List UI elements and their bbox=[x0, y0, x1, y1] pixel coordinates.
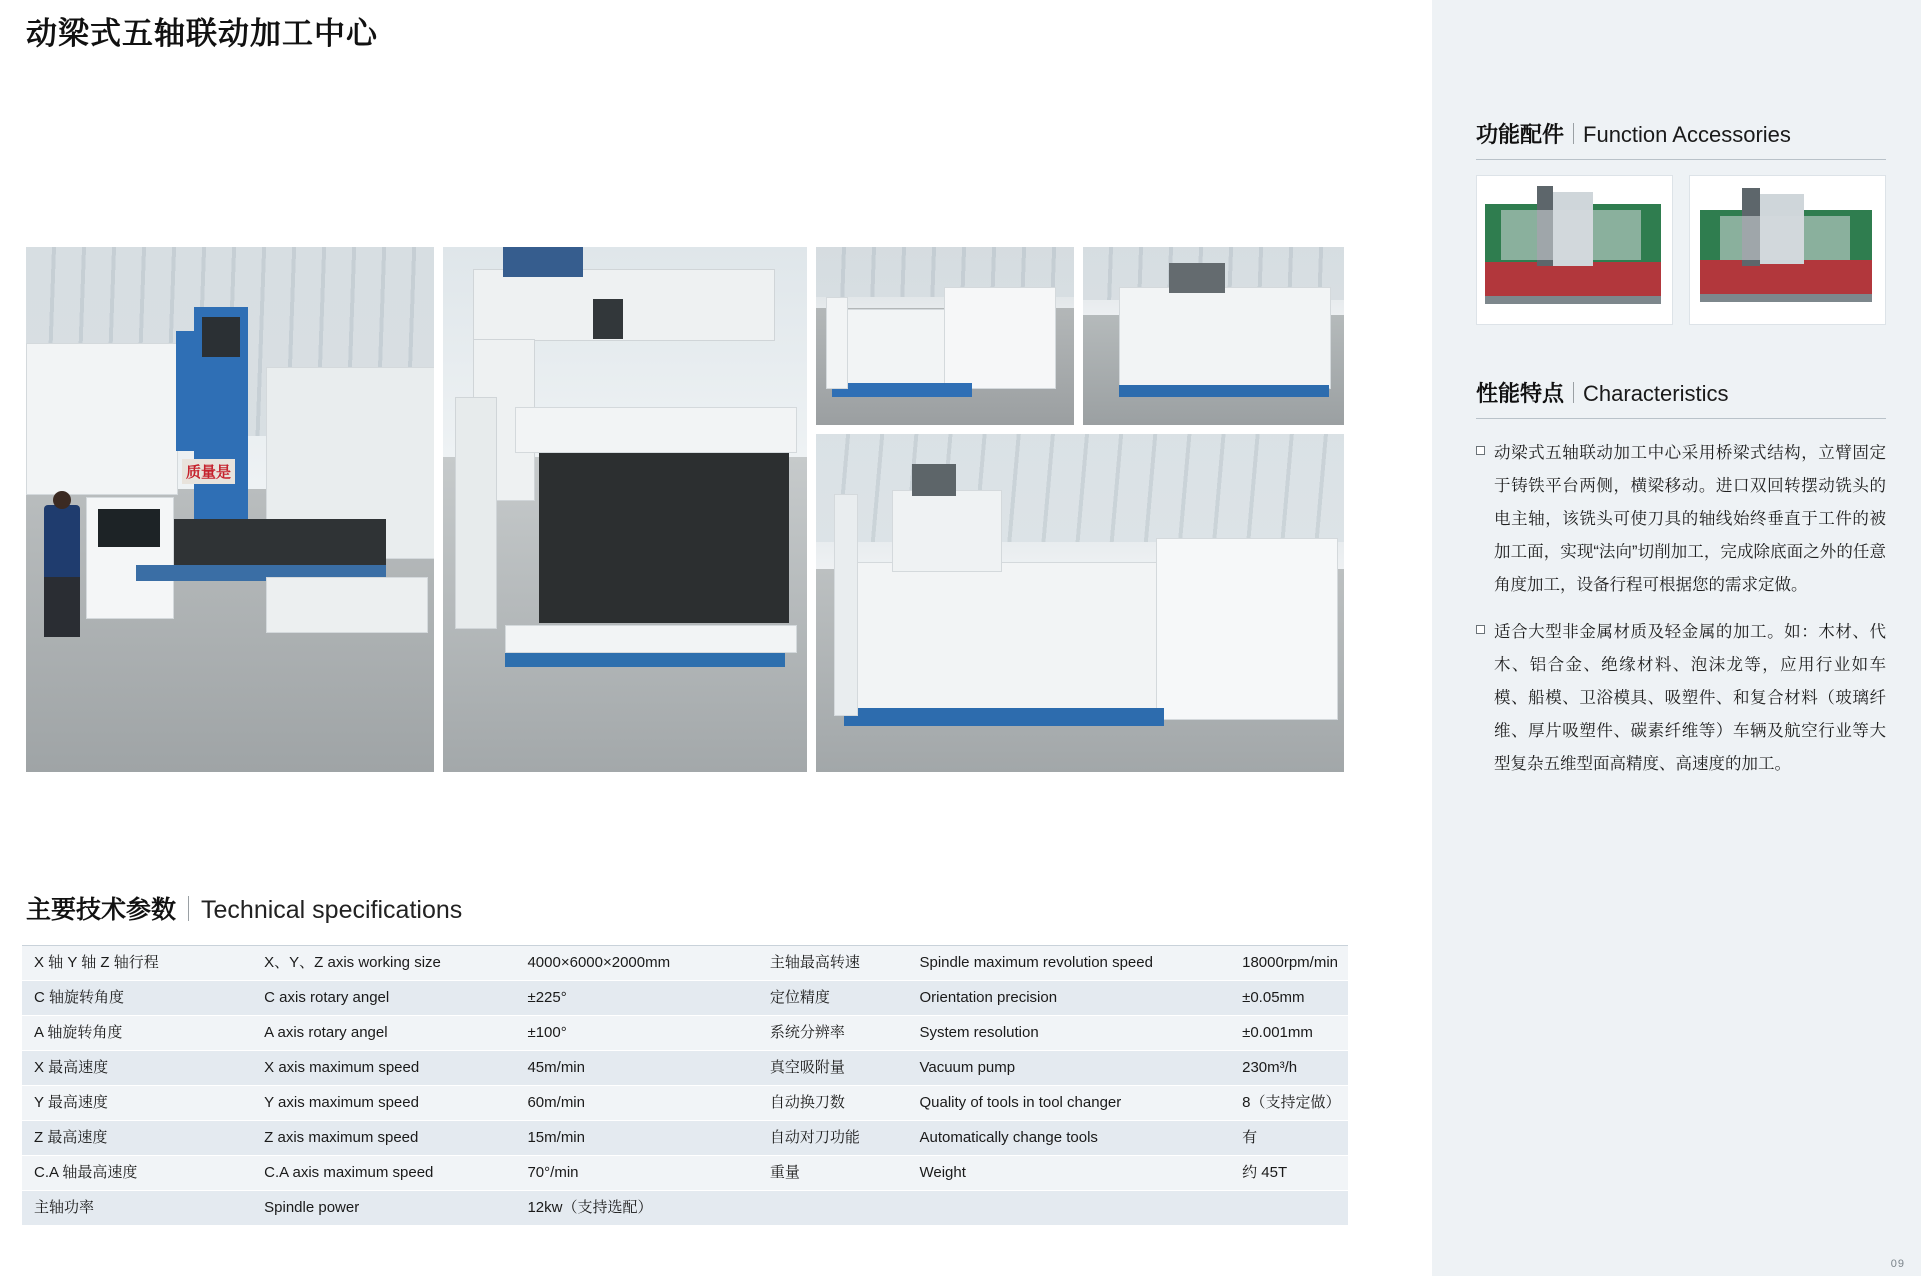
spec-value: 15m/min bbox=[527, 1129, 585, 1146]
spec-name2-en: Weight bbox=[919, 1164, 966, 1181]
spec-name2-cn: 主轴最高转速 bbox=[769, 954, 860, 971]
spec-value2: 有 bbox=[1242, 1129, 1258, 1146]
spec-name-cn: 主轴功率 bbox=[34, 1199, 95, 1216]
table-row bbox=[22, 1156, 1348, 1191]
table-row bbox=[22, 1086, 1348, 1121]
spec-name-en: Y axis maximum speed bbox=[264, 1094, 419, 1111]
table-row bbox=[22, 946, 1348, 981]
spec-name2-cn: 自动对刀功能 bbox=[769, 1129, 860, 1146]
photo-machine-frame-welded-structure bbox=[816, 247, 1074, 425]
spec-name2-en: Spindle maximum revolution speed bbox=[919, 954, 1153, 971]
spec-name2-en: System resolution bbox=[919, 1024, 1039, 1041]
page-number: 09 bbox=[1890, 1258, 1905, 1270]
spec-value2: ±0.001mm bbox=[1242, 1024, 1313, 1041]
spec-name-en: X axis maximum speed bbox=[264, 1059, 420, 1076]
spec-name-cn: X 轴 Y 轴 Z 轴行程 bbox=[34, 954, 159, 971]
spec-name-en: X、Y、Z axis working size bbox=[264, 954, 441, 971]
accessory-image-row bbox=[1476, 175, 1886, 325]
spec-name2-cn: 重量 bbox=[769, 1164, 800, 1181]
spec-name-cn: X 最高速度 bbox=[34, 1059, 109, 1076]
characteristics-heading-en: Characteristics bbox=[1583, 381, 1729, 406]
spec-value: 4000×6000×2000mm bbox=[527, 954, 671, 971]
accessory-render-machine-left bbox=[1476, 175, 1673, 325]
spec-name-cn: Z 最高速度 bbox=[34, 1129, 108, 1146]
spec-name2-cn: 自动换刀数 bbox=[769, 1094, 845, 1111]
photo-machine-gantry-and-worktable-view bbox=[443, 247, 807, 772]
technical-specifications-heading bbox=[26, 890, 462, 926]
spec-heading-en: Technical specifications bbox=[201, 896, 463, 924]
photo-five-axis-machining-center-front-view: 质量是 bbox=[26, 247, 434, 772]
characteristic-text: 动梁式五轴联动加工中心采用桥梁式结构，立臂固定于铸铁平台两侧，横梁移动。进口双回转摆动铣头的电主轴，该铣头可使刀具的轴线始终垂直于工件的被加工面，实现“法向”切削加工，完成除底面之外的任意角度加工，设备行程可根据您的需求定做。 bbox=[1494, 444, 1886, 594]
spec-value2 bbox=[1230, 1191, 1348, 1226]
list-item bbox=[1476, 437, 1886, 602]
table-row bbox=[22, 981, 1348, 1016]
spec-value2: ±0.05mm bbox=[1242, 989, 1305, 1006]
spec-name2-en: Automatically change tools bbox=[919, 1129, 1098, 1146]
spec-name-en: C axis rotary angel bbox=[264, 989, 390, 1006]
spec-value2: 8（支持定做） bbox=[1242, 1094, 1341, 1111]
spec-value2: 230m³/h bbox=[1242, 1059, 1298, 1076]
heading-divider bbox=[1573, 123, 1574, 144]
spec-name2-en: Orientation precision bbox=[919, 989, 1058, 1006]
spec-name-cn: A 轴旋转角度 bbox=[34, 1024, 123, 1041]
spec-value: ±100° bbox=[527, 1024, 567, 1041]
table-row bbox=[22, 1191, 1348, 1226]
spec-value: 60m/min bbox=[527, 1094, 585, 1111]
spec-name-cn: C.A 轴最高速度 bbox=[34, 1164, 138, 1181]
square-bullet-icon bbox=[1476, 625, 1485, 634]
heading-divider bbox=[188, 896, 189, 921]
accessories-heading-cn: 功能配件 bbox=[1476, 122, 1565, 147]
accessory-render-machine-right bbox=[1689, 175, 1886, 325]
spec-value2: 18000rpm/min bbox=[1242, 954, 1338, 971]
characteristics-heading-cn: 性能特点 bbox=[1476, 381, 1565, 406]
spec-value: ±225° bbox=[527, 989, 567, 1006]
spec-name2-cn: 真空吸附量 bbox=[769, 1059, 845, 1076]
spec-heading-cn: 主要技术参数 bbox=[26, 896, 177, 924]
spec-name2-cn bbox=[758, 1191, 908, 1226]
page-title: 动梁式五轴联动加工中心 bbox=[26, 16, 378, 51]
sidebar bbox=[1432, 0, 1921, 1276]
spec-name-cn: C 轴旋转角度 bbox=[34, 989, 125, 1006]
spec-value: 70°/min bbox=[527, 1164, 579, 1181]
section-rule bbox=[1476, 418, 1886, 419]
spec-name-cn: Y 最高速度 bbox=[34, 1094, 108, 1111]
characteristic-text: 适合大型非金属材质及轻金属的加工。如：木材、代木、铝合金、绝缘材料、泡沫龙等，应用行业如车模、船模、卫浴模具、吸塑件、和复合材料（玻璃纤维、厚片吸塑件、碳素纤维等）车辆及航空行业等大型复杂五维型面高精度、高速度的加工。 bbox=[1494, 623, 1886, 773]
table-row bbox=[22, 1121, 1348, 1156]
table-row bbox=[22, 1016, 1348, 1051]
list-item bbox=[1476, 616, 1886, 781]
spec-name2-en: Quality of tools in tool changer bbox=[919, 1094, 1122, 1111]
spec-name2-en bbox=[907, 1191, 1230, 1226]
characteristics-heading bbox=[1476, 377, 1886, 408]
spec-value: 45m/min bbox=[527, 1059, 585, 1076]
heading-divider bbox=[1573, 382, 1574, 403]
spec-value2: 约 45T bbox=[1242, 1164, 1288, 1181]
spec-name2-en: Vacuum pump bbox=[919, 1059, 1016, 1076]
characteristics-list bbox=[1476, 437, 1886, 781]
spec-name-en: A axis rotary angel bbox=[264, 1024, 388, 1041]
spec-name-en: Z axis maximum speed bbox=[264, 1129, 419, 1146]
spec-name2-cn: 定位精度 bbox=[769, 989, 830, 1006]
spec-name-en: C.A axis maximum speed bbox=[264, 1164, 434, 1181]
spec-name-en: Spindle power bbox=[264, 1199, 360, 1216]
function-accessories-heading bbox=[1476, 118, 1886, 149]
spec-value: 12kw（支持选配） bbox=[527, 1199, 653, 1216]
accessories-heading-en: Function Accessories bbox=[1583, 122, 1791, 147]
photo-collage bbox=[26, 247, 1344, 772]
section-rule bbox=[1476, 159, 1886, 160]
spec-name2-cn: 系统分辨率 bbox=[769, 1024, 845, 1041]
photo-machine-full-enclosure-assembly-view bbox=[816, 434, 1344, 772]
square-bullet-icon bbox=[1476, 446, 1485, 455]
technical-specifications-table bbox=[22, 945, 1348, 1226]
table-row bbox=[22, 1051, 1348, 1086]
photo-machine-enclosure-workshop-view bbox=[1083, 247, 1344, 425]
